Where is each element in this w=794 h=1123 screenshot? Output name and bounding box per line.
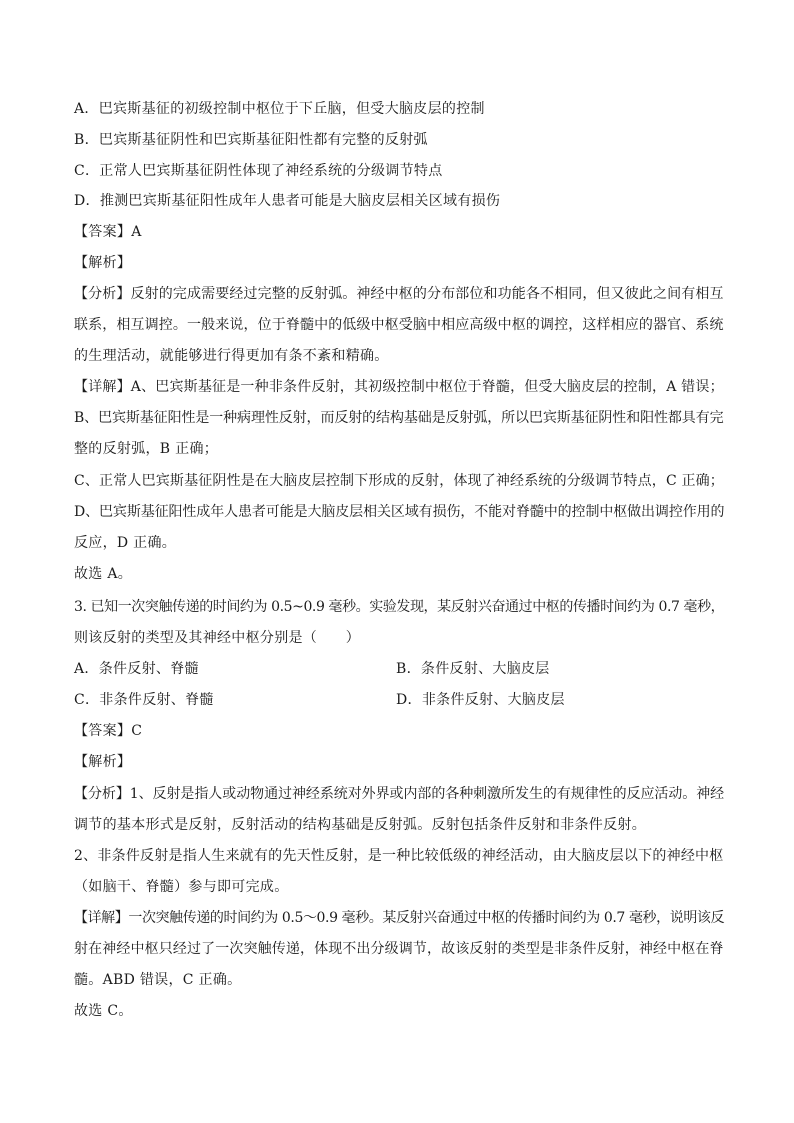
q3-conclusion: 故选 C。 [74, 1003, 133, 1019]
q2-xiangjie-line-2: B、巴宾斯基征阳性是一种病理性反射，而反射的结构基础是反射弧，所以巴宾斯基征阴性和阳性都具有完 [74, 410, 724, 426]
q2-fenxi-line-1: 【分析】反射的完成需要经过完整的反射弧。神经中枢的分布部位和功能各不相同，但又彼此之间有相互 [74, 286, 724, 302]
q3-xiangjie-line-3: 髓。ABD 错误，C 正确。 [74, 972, 242, 988]
q3-xiangjie-line-2: 射在神经中枢只经过了一次突触传递，体现不出分级调节，故该反射的类型是非条件反射，神经中枢在脊 [74, 941, 724, 957]
q3-xiangjie-line-1: 【详解】一次突触传递的时间约为 0.5～0.9 毫秒。某反射兴奋通过中枢的传播时间约为 0.7 毫秒，说明该反 [74, 910, 725, 926]
q2-fenxi-line-2: 联系，相互调控。一般来说，位于脊髓中的低级中枢受脑中相应高级中枢的调控，这样相应的器官、系统 [74, 317, 724, 333]
q3-stem-line-2: 则该反射的类型及其神经中枢分别是（ ） [74, 630, 360, 646]
q2-xiangjie-line-5: D、巴宾斯基征阳性成年人患者可能是大脑皮层相关区域有损伤，不能对脊髓中的控制中枢做出调控作用的 [74, 504, 725, 520]
q2-option-b: B．巴宾斯基征阴性和巴宾斯基征阳性都有完整的反射弧 [74, 132, 428, 148]
q2-answer: 【答案】A [74, 224, 142, 240]
q3-answer: 【答案】C [74, 723, 143, 739]
q3-option-b: B．条件反射、大脑皮层 [396, 661, 550, 677]
q3-analysis-header: 【解析】 [74, 754, 132, 770]
q2-fenxi-line-3: 的生理活动，就能够进行得更加有条不紊和精确。 [74, 348, 389, 364]
q2-xiangjie-line-4: C、正常人巴宾斯基征阴性是在大脑皮层控制下形成的反射，体现了神经系统的分级调节特点，C 正确； [74, 473, 724, 489]
q2-conclusion: 故选 A。 [74, 566, 133, 582]
q3-fenxi-line-4: （如脑干、脊髓）参与即可完成。 [74, 879, 289, 895]
q2-option-c: C．正常人巴宾斯基征阴性体现了神经系统的分级调节特点 [74, 163, 443, 179]
q3-option-d: D．非条件反射、大脑皮层 [396, 692, 565, 708]
q3-stem-line-1: 3. 已知一次突触传递的时间约为 0.5~0.9 毫秒。实验发现，某反射兴奋通过中枢的传播时间约为 0.7 毫秒， [74, 599, 725, 615]
q2-option-a: A．巴宾斯基征的初级控制中枢位于下丘脑，但受大脑皮层的控制 [74, 101, 485, 117]
q2-option-d: D．推测巴宾斯基征阳性成年人患者可能是大脑皮层相关区域有损伤 [74, 193, 501, 209]
q3-fenxi-line-3: 2、非条件反射是指人生来就有的先天性反射，是一种比较低级的神经活动，由大脑皮层以下的神经中枢 [74, 848, 724, 864]
q3-fenxi-line-1: 【分析】1、反射是指人或动物通过神经系统对外界或内部的各种刺激所发生的有规律性的反应活动。神经 [74, 786, 725, 802]
q3-fenxi-line-2: 调节的基本形式是反射，反射活动的结构基础是反射弧。反射包括条件反射和非条件反射。 [74, 817, 646, 833]
q2-xiangjie-line-1: 【详解】A、巴宾斯基征是一种非条件反射，其初级控制中枢位于脊髓，但受大脑皮层的控制，A 错误； [74, 379, 724, 395]
q2-analysis-header: 【解析】 [74, 255, 132, 271]
q2-xiangjie-line-6: 反应，D 正确。 [74, 535, 177, 551]
q2-xiangjie-line-3: 整的反射弧，B 正确； [74, 441, 219, 457]
q3-option-c: C．非条件反射、脊髓 [74, 692, 214, 708]
q3-option-a: A．条件反射、脊髓 [74, 661, 199, 677]
